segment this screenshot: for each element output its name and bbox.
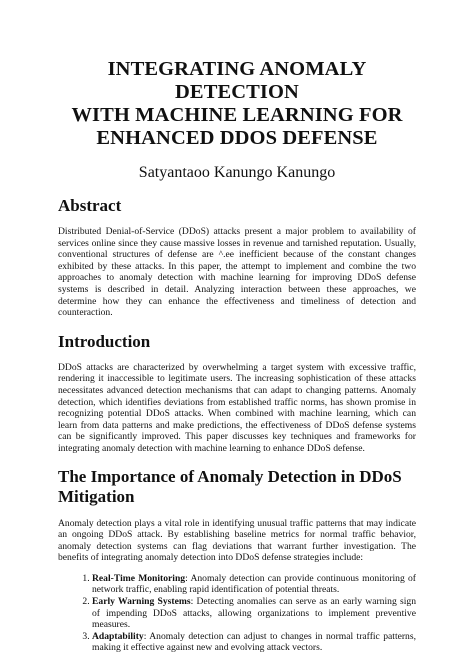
abstract-text: Distributed Denial-of-Service (DDoS) attacks present a major problem to availability of services online since they cause massive losses in revenue and tarnished reputation. Usually, conventional structures of defense are ^.ee inefficient because of the constant changes exhibited by these attacks. In this paper, the attempt to implement and combine the two approaches to anomaly detection with machine learning for improving DDoS defense systems is described in detail. Analyzing interaction between these approaches, we determine how they can enhance the effectiveness and timeliness of detection and counteraction. bbox=[58, 226, 416, 319]
list-item-text: : Anomaly detection can adjust to changes in normal traffic patterns, making it effective against new and evolving attack vectors. bbox=[92, 630, 416, 654]
title-line-2: WITH MACHINE LEARNING FOR bbox=[71, 104, 403, 126]
list-item bbox=[92, 596, 416, 631]
title-line-3: ENHANCED DDOS DEFENSE bbox=[96, 127, 378, 149]
list-item bbox=[92, 631, 416, 654]
list-item-text: : Detecting anomalies can serve as an early warning sign of impending DDoS attacks, allowing organizations to implement preventive measures. bbox=[92, 596, 416, 631]
importance-text: Anomaly detection plays a vital role in identifying unusual traffic patterns that may indicate an ongoing DDoS attack. By establishing baseline metrics for normal traffic behavior, anomaly detection systems can flag deviations that warrant further investigation. The benefits of integrating anomaly detection into DDoS defense strategies include: bbox=[58, 517, 416, 564]
benefits-list bbox=[58, 573, 416, 654]
introduction-text: DDoS attacks are characterized by overwhelming a target system with excessive traffic, rendering it inaccessible to legitimate users. The increasing sophistication of these attacks necessitates advanced detection mechanisms that can adapt to changing patterns. Anomaly detection, which identifies deviations from established traffic norms, has shown promise in recognizing potential DDoS attacks. When combined with machine learning, which can learn from data patterns and make predictions, the effectiveness of DDoS defense systems can be significantly improved. This paper discusses key techniques and frameworks for integrating anomaly detection with machine learning to enhance DDoS defense. bbox=[58, 361, 416, 454]
list-item-label: Early Warning Systems bbox=[92, 596, 191, 608]
introduction-heading: Introduction bbox=[58, 331, 151, 351]
abstract-heading: Abstract bbox=[58, 196, 122, 215]
list-item-label: Real-Time Monitoring bbox=[92, 572, 186, 584]
list-item bbox=[92, 573, 416, 596]
title-line-1: INTEGRATING ANOMALY DETECTION bbox=[107, 58, 367, 103]
author-name: Satyantaoo Kanungo Kanungo bbox=[138, 164, 336, 181]
importance-heading: The Importance of Anomaly Detection in DDoS Mitigation bbox=[58, 466, 402, 506]
list-item-label: Adaptability bbox=[92, 630, 144, 642]
paper-title bbox=[58, 0, 416, 150]
list-item-text: : Anomaly detection can provide continuous monitoring of network traffic, enabling rapid identification of potential threats. bbox=[92, 572, 416, 596]
